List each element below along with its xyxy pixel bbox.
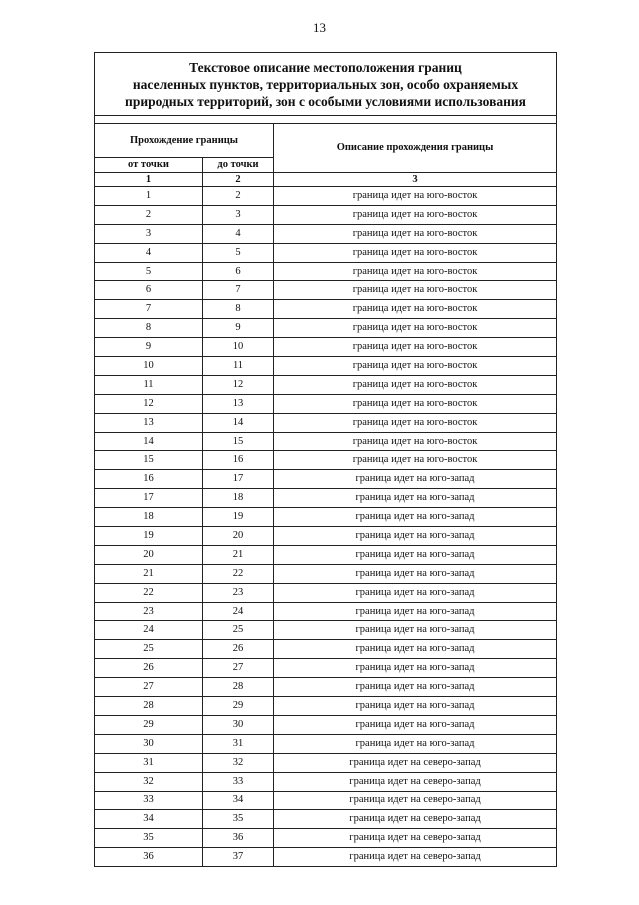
table-row xyxy=(95,791,557,810)
table-row xyxy=(95,621,557,640)
from-point-cell: 3 xyxy=(95,224,203,243)
page-number: 13 xyxy=(313,20,326,35)
table-row xyxy=(95,375,557,394)
table-row xyxy=(95,753,557,772)
from-point-cell: 32 xyxy=(95,772,203,791)
table-row xyxy=(95,508,557,527)
from-point-cell: 20 xyxy=(95,545,203,564)
table-row xyxy=(95,357,557,376)
description-cell: граница идет на юго-восток xyxy=(274,432,557,451)
to-point-cell: 15 xyxy=(203,432,274,451)
table-title xyxy=(95,53,557,116)
table-row xyxy=(95,394,557,413)
to-point-cell: 32 xyxy=(203,753,274,772)
description-cell: граница идет на юго-восток xyxy=(274,187,557,206)
from-point-cell: 2 xyxy=(95,205,203,224)
to-point-cell: 22 xyxy=(203,564,274,583)
description-cell: граница идет на юго-запад xyxy=(274,527,557,546)
description-cell: граница идет на юго-запад xyxy=(274,678,557,697)
description-cell: граница идет на северо-запад xyxy=(274,753,557,772)
title-gap xyxy=(95,116,557,124)
from-point-cell: 1 xyxy=(95,187,203,206)
table-row xyxy=(95,678,557,697)
to-point-cell: 25 xyxy=(203,621,274,640)
table-row xyxy=(95,338,557,357)
to-point-cell: 34 xyxy=(203,791,274,810)
description-cell: граница идет на северо-запад xyxy=(274,772,557,791)
to-point-cell: 12 xyxy=(203,375,274,394)
from-point-cell: 12 xyxy=(95,394,203,413)
header-to-point: до точки xyxy=(203,158,274,173)
description-cell: граница идет на юго-запад xyxy=(274,470,557,489)
boundary-description-table xyxy=(94,52,557,867)
to-point-cell: 16 xyxy=(203,451,274,470)
description-cell: граница идет на юго-восток xyxy=(274,375,557,394)
table-row xyxy=(95,489,557,508)
to-point-cell: 20 xyxy=(203,527,274,546)
from-point-cell: 18 xyxy=(95,508,203,527)
table-row xyxy=(95,697,557,716)
to-point-cell: 36 xyxy=(203,829,274,848)
description-cell: граница идет на юго-запад xyxy=(274,583,557,602)
from-point-cell: 36 xyxy=(95,848,203,867)
table-row xyxy=(95,243,557,262)
table-row xyxy=(95,602,557,621)
table-row xyxy=(95,545,557,564)
from-point-cell: 4 xyxy=(95,243,203,262)
from-point-cell: 24 xyxy=(95,621,203,640)
description-cell: граница идет на юго-запад xyxy=(274,734,557,753)
header-from-point: от точки xyxy=(95,158,203,173)
description-cell: граница идет на северо-запад xyxy=(274,848,557,867)
to-point-cell: 37 xyxy=(203,848,274,867)
from-point-cell: 30 xyxy=(95,734,203,753)
header-col-number-3: 3 xyxy=(274,173,557,187)
description-cell: граница идет на северо-запад xyxy=(274,829,557,848)
table-row xyxy=(95,848,557,867)
from-point-cell: 16 xyxy=(95,470,203,489)
table-row xyxy=(95,187,557,206)
table-row xyxy=(95,262,557,281)
from-point-cell: 31 xyxy=(95,753,203,772)
from-point-cell: 8 xyxy=(95,319,203,338)
from-point-cell: 22 xyxy=(95,583,203,602)
from-point-cell: 7 xyxy=(95,300,203,319)
table-row xyxy=(95,470,557,489)
from-point-cell: 29 xyxy=(95,715,203,734)
to-point-cell: 11 xyxy=(203,357,274,376)
from-point-cell: 17 xyxy=(95,489,203,508)
description-cell: граница идет на юго-восток xyxy=(274,394,557,413)
table-row xyxy=(95,300,557,319)
table-row xyxy=(95,810,557,829)
description-cell: граница идет на северо-запад xyxy=(274,810,557,829)
header-col-number-2: 2 xyxy=(203,173,274,187)
header-col-number-1: 1 xyxy=(95,173,203,187)
from-point-cell: 13 xyxy=(95,413,203,432)
header-description: Описание прохождения границы xyxy=(274,124,557,173)
to-point-cell: 6 xyxy=(203,262,274,281)
table-row xyxy=(95,715,557,734)
table-row xyxy=(95,772,557,791)
description-cell: граница идет на юго-восток xyxy=(274,262,557,281)
table-row xyxy=(95,432,557,451)
description-cell: граница идет на юго-запад xyxy=(274,621,557,640)
table-row xyxy=(95,829,557,848)
to-point-cell: 4 xyxy=(203,224,274,243)
description-cell: граница идет на северо-запад xyxy=(274,791,557,810)
to-point-cell: 9 xyxy=(203,319,274,338)
table-body xyxy=(95,187,557,867)
description-cell: граница идет на юго-запад xyxy=(274,602,557,621)
from-point-cell: 15 xyxy=(95,451,203,470)
table-row xyxy=(95,527,557,546)
description-cell: граница идет на юго-восток xyxy=(274,281,557,300)
to-point-cell: 5 xyxy=(203,243,274,262)
from-point-cell: 10 xyxy=(95,357,203,376)
to-point-cell: 28 xyxy=(203,678,274,697)
table-row xyxy=(95,281,557,300)
description-cell: граница идет на юго-запад xyxy=(274,564,557,583)
description-cell: граница идет на юго-восток xyxy=(274,338,557,357)
from-point-cell: 14 xyxy=(95,432,203,451)
table-row xyxy=(95,640,557,659)
description-cell: граница идет на юго-восток xyxy=(274,243,557,262)
description-cell: граница идет на юго-восток xyxy=(274,357,557,376)
table-row xyxy=(95,659,557,678)
table-row xyxy=(95,583,557,602)
description-cell: граница идет на юго-восток xyxy=(274,451,557,470)
description-cell: граница идет на юго-восток xyxy=(274,224,557,243)
from-point-cell: 23 xyxy=(95,602,203,621)
from-point-cell: 9 xyxy=(95,338,203,357)
description-cell: граница идет на юго-восток xyxy=(274,205,557,224)
description-cell: граница идет на юго-запад xyxy=(274,715,557,734)
to-point-cell: 18 xyxy=(203,489,274,508)
to-point-cell: 26 xyxy=(203,640,274,659)
description-cell: граница идет на юго-запад xyxy=(274,697,557,716)
to-point-cell: 35 xyxy=(203,810,274,829)
title-line-2: населенных пунктов, территориальных зон, особо охраняемых xyxy=(132,76,519,92)
table-row xyxy=(95,564,557,583)
description-cell: граница идет на юго-запад xyxy=(274,489,557,508)
to-point-cell: 29 xyxy=(203,697,274,716)
table-row xyxy=(95,734,557,753)
title-line-3: природных территорий, зон с особыми условиями использования xyxy=(125,93,526,109)
from-point-cell: 28 xyxy=(95,697,203,716)
description-cell: граница идет на юго-восток xyxy=(274,300,557,319)
table-row xyxy=(95,451,557,470)
to-point-cell: 8 xyxy=(203,300,274,319)
table-row xyxy=(95,205,557,224)
from-point-cell: 21 xyxy=(95,564,203,583)
table-row xyxy=(95,224,557,243)
to-point-cell: 24 xyxy=(203,602,274,621)
from-point-cell: 26 xyxy=(95,659,203,678)
table-row xyxy=(95,413,557,432)
from-point-cell: 11 xyxy=(95,375,203,394)
to-point-cell: 27 xyxy=(203,659,274,678)
to-point-cell: 17 xyxy=(203,470,274,489)
from-point-cell: 33 xyxy=(95,791,203,810)
to-point-cell: 14 xyxy=(203,413,274,432)
to-point-cell: 31 xyxy=(203,734,274,753)
to-point-cell: 21 xyxy=(203,545,274,564)
description-cell: граница идет на юго-запад xyxy=(274,659,557,678)
description-cell: граница идет на юго-запад xyxy=(274,508,557,527)
to-point-cell: 23 xyxy=(203,583,274,602)
from-point-cell: 19 xyxy=(95,527,203,546)
description-cell: граница идет на юго-запад xyxy=(274,545,557,564)
from-point-cell: 35 xyxy=(95,829,203,848)
to-point-cell: 19 xyxy=(203,508,274,527)
to-point-cell: 30 xyxy=(203,715,274,734)
title-line-1: Текстовое описание местоположения границ xyxy=(189,59,462,75)
from-point-cell: 6 xyxy=(95,281,203,300)
from-point-cell: 34 xyxy=(95,810,203,829)
from-point-cell: 27 xyxy=(95,678,203,697)
to-point-cell: 2 xyxy=(203,187,274,206)
description-cell: граница идет на юго-восток xyxy=(274,319,557,338)
to-point-cell: 13 xyxy=(203,394,274,413)
to-point-cell: 10 xyxy=(203,338,274,357)
to-point-cell: 3 xyxy=(203,205,274,224)
to-point-cell: 33 xyxy=(203,772,274,791)
header-boundary-passage: Прохождение границы xyxy=(95,124,274,158)
to-point-cell: 7 xyxy=(203,281,274,300)
from-point-cell: 5 xyxy=(95,262,203,281)
description-cell: граница идет на юго-запад xyxy=(274,640,557,659)
table-row xyxy=(95,319,557,338)
from-point-cell: 25 xyxy=(95,640,203,659)
description-cell: граница идет на юго-восток xyxy=(274,413,557,432)
